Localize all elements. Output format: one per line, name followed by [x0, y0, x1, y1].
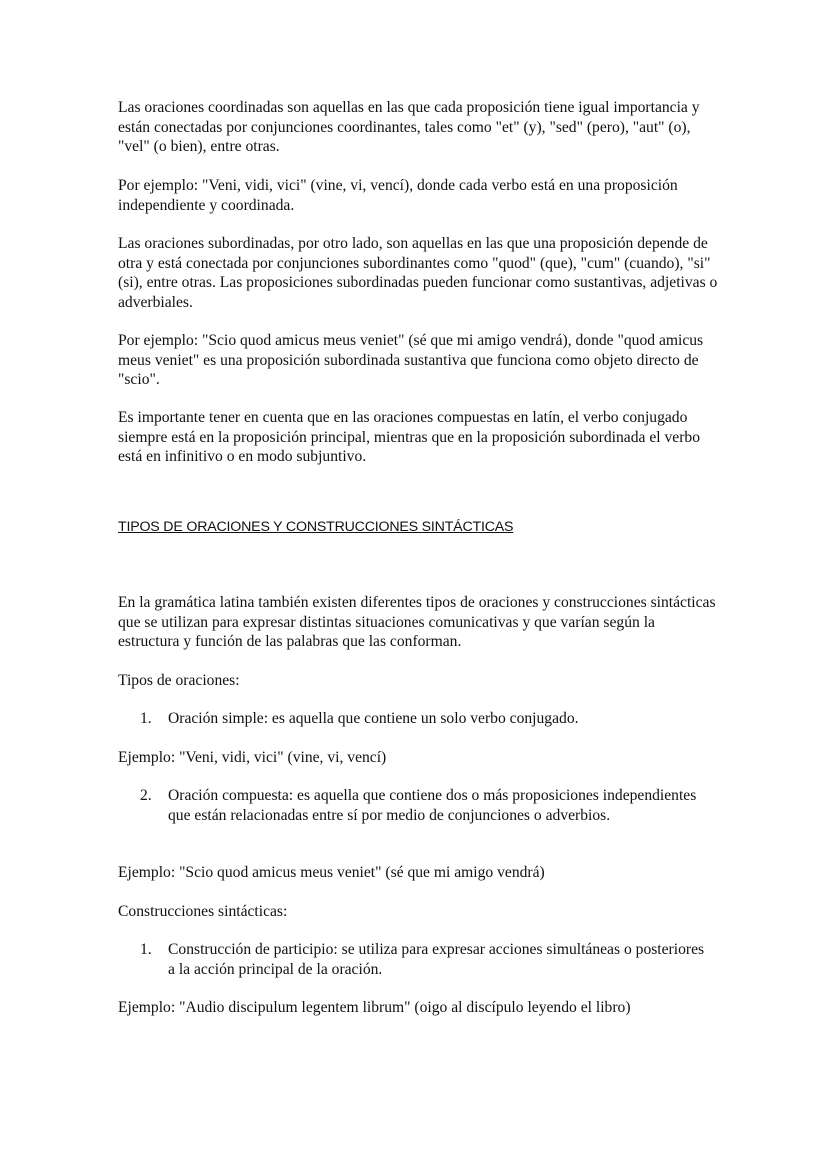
paragraph-ejemplo-subordinadas: Por ejemplo: "Scio quod amicus meus veniet" (sé que mi amigo vendrá), donde "quod amicus meus veniet" es una proposición subordinada sustantiva que funciona como objeto directo de "scio".: [118, 332, 704, 388]
paragraph-ejemplo-coordinadas: Por ejemplo: "Veni, vidi, vici" (vine, vi, vencí), donde cada verbo está en una proposición independiente y coordinada.: [118, 177, 678, 214]
section-heading: TIPOS DE ORACIONES Y CONSTRUCCIONES SINTÁCTICAS: [118, 519, 514, 535]
list-number: 2.: [140, 787, 152, 804]
paragraph-coordinadas: Las oraciones coordinadas son aquellas en las que cada proposición tiene igual importancia y están conectadas por conjunciones coordinantes, tales como "et" (y), "sed" (pero), "aut" (o), "vel" (o bien), entre otras.: [118, 99, 700, 155]
paragraph-nota-verbo: Es importante tener en cuenta que en las oraciones compuestas en latín, el verbo conjugado siempre está en la proposición principal, mientras que en la proposición subordinada el verbo está en infinitivo o en modo subjuntivo.: [118, 409, 700, 465]
example-line: Ejemplo: "Veni, vidi, vici" (vine, vi, vencí): [118, 749, 387, 766]
list-number: 1.: [140, 710, 152, 727]
example-line: Ejemplo: "Audio discipulum legentem librum" (oigo al discípulo leyendo el libro): [118, 999, 631, 1016]
section-intro: En la gramática latina también existen diferentes tipos de oraciones y construcciones sintácticas que se utilizan para expresar distintas situaciones comunicativas y que varían según la estructura y función de las palabras que las conforman.: [118, 594, 716, 650]
paragraph-subordinadas: Las oraciones subordinadas, por otro lado, son aquellas en las que una proposición depende de otra y está conectada por conjunciones subordinantes como "quod" (que), "cum" (cuando), "si" (si), entre otras. Las proposiciones subordinadas pueden funcionar como sustantivas, adjetivas o adverbiales.: [118, 235, 718, 311]
tipos-label: Tipos de oraciones:: [118, 672, 240, 689]
construcciones-label: Construcciones sintácticas:: [118, 903, 288, 920]
list-text: Construcción de participio: se utiliza para expresar acciones simultáneas o posteriores a la acción principal de la oración.: [168, 941, 705, 978]
list-number: 1.: [140, 941, 152, 958]
list-text: Oración compuesta: es aquella que contiene dos o más proposiciones independientes que están relacionadas entre sí por medio de conjunciones o adverbios.: [168, 787, 697, 824]
example-line: Ejemplo: "Scio quod amicus meus veniet" (sé que mi amigo vendrá): [118, 864, 545, 881]
list-text: Oración simple: es aquella que contiene un solo verbo conjugado.: [168, 710, 579, 727]
